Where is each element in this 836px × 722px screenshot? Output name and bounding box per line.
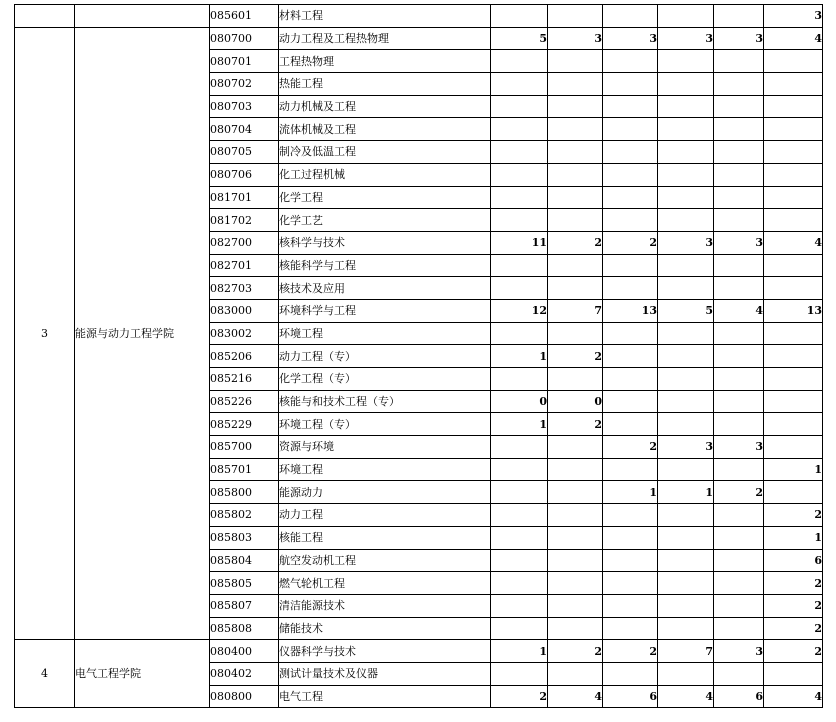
value-cell (764, 118, 823, 141)
code-cell: 080400 (210, 640, 279, 663)
value-cell (658, 118, 714, 141)
value-cell (548, 662, 603, 685)
value-cell (764, 322, 823, 345)
value-cell (548, 481, 603, 504)
code-cell: 085800 (210, 481, 279, 504)
value-cell: 1 (764, 458, 823, 481)
value-cell (714, 504, 764, 527)
value-cell: 4 (658, 685, 714, 708)
name-cell: 核科学与技术 (279, 231, 491, 254)
value-cell (491, 662, 548, 685)
code-cell: 085226 (210, 390, 279, 413)
value-cell (491, 617, 548, 640)
value-cell (764, 50, 823, 73)
code-cell: 082701 (210, 254, 279, 277)
value-cell (714, 322, 764, 345)
value-cell: 0 (548, 390, 603, 413)
code-cell: 082700 (210, 231, 279, 254)
value-cell: 4 (764, 685, 823, 708)
value-cell (714, 254, 764, 277)
value-cell: 1 (491, 413, 548, 436)
value-cell (548, 322, 603, 345)
college-cell (75, 5, 210, 28)
value-cell (714, 458, 764, 481)
name-cell: 热能工程 (279, 73, 491, 96)
code-cell: 080402 (210, 662, 279, 685)
value-cell (603, 504, 658, 527)
name-cell: 环境工程 (279, 322, 491, 345)
value-cell (548, 549, 603, 572)
value-cell (714, 186, 764, 209)
value-cell (658, 368, 714, 391)
code-cell: 080700 (210, 27, 279, 50)
code-cell: 080704 (210, 118, 279, 141)
code-cell: 085216 (210, 368, 279, 391)
value-cell (714, 368, 764, 391)
code-cell: 085601 (210, 5, 279, 28)
value-cell (491, 163, 548, 186)
value-cell: 2 (491, 685, 548, 708)
value-cell (764, 209, 823, 232)
name-cell: 动力工程及工程热物理 (279, 27, 491, 50)
name-cell: 环境工程 (279, 458, 491, 481)
value-cell: 3 (658, 27, 714, 50)
value-cell (658, 254, 714, 277)
value-cell (658, 95, 714, 118)
value-cell (658, 572, 714, 595)
table-row (15, 640, 823, 663)
value-cell (491, 50, 548, 73)
code-cell: 082703 (210, 277, 279, 300)
value-cell (491, 458, 548, 481)
value-cell (548, 163, 603, 186)
table-body (15, 5, 823, 708)
value-cell (491, 118, 548, 141)
value-cell (658, 322, 714, 345)
name-cell: 化学工艺 (279, 209, 491, 232)
value-cell (491, 95, 548, 118)
value-cell (714, 526, 764, 549)
value-cell (548, 594, 603, 617)
value-cell (548, 254, 603, 277)
name-cell: 材料工程 (279, 5, 491, 28)
value-cell (714, 163, 764, 186)
value-cell: 6 (714, 685, 764, 708)
code-cell: 081702 (210, 209, 279, 232)
value-cell: 1 (491, 640, 548, 663)
value-cell (658, 5, 714, 28)
value-cell (603, 118, 658, 141)
value-cell: 4 (548, 685, 603, 708)
value-cell: 13 (764, 299, 823, 322)
code-cell: 080702 (210, 73, 279, 96)
value-cell: 2 (603, 436, 658, 459)
code-cell: 081701 (210, 186, 279, 209)
value-cell (764, 277, 823, 300)
value-cell (548, 458, 603, 481)
value-cell (714, 549, 764, 572)
code-cell: 085206 (210, 345, 279, 368)
value-cell (603, 322, 658, 345)
value-cell (658, 504, 714, 527)
code-cell: 085808 (210, 617, 279, 640)
value-cell: 4 (764, 231, 823, 254)
value-cell (714, 617, 764, 640)
value-cell (714, 594, 764, 617)
value-cell (764, 481, 823, 504)
value-cell (714, 390, 764, 413)
value-cell (764, 368, 823, 391)
value-cell (548, 504, 603, 527)
value-cell (548, 50, 603, 73)
value-cell: 3 (714, 640, 764, 663)
value-cell (764, 186, 823, 209)
name-cell: 清洁能源技术 (279, 594, 491, 617)
name-cell: 动力工程 (279, 504, 491, 527)
value-cell: 2 (764, 572, 823, 595)
value-cell (548, 118, 603, 141)
value-cell (491, 504, 548, 527)
value-cell (714, 118, 764, 141)
value-cell (603, 549, 658, 572)
name-cell: 仪器科学与技术 (279, 640, 491, 663)
value-cell (491, 436, 548, 459)
value-cell: 1 (603, 481, 658, 504)
code-cell: 085701 (210, 458, 279, 481)
name-cell: 环境工程（专） (279, 413, 491, 436)
value-cell (491, 572, 548, 595)
value-cell (491, 481, 548, 504)
college-cell: 能源与动力工程学院 (75, 27, 210, 640)
name-cell: 制冷及低温工程 (279, 141, 491, 164)
value-cell: 4 (714, 299, 764, 322)
value-cell (658, 141, 714, 164)
value-cell (603, 209, 658, 232)
code-cell: 080706 (210, 163, 279, 186)
value-cell (714, 413, 764, 436)
code-cell: 080703 (210, 95, 279, 118)
enrollment-table (14, 4, 823, 708)
value-cell: 2 (548, 345, 603, 368)
name-cell: 动力工程（专） (279, 345, 491, 368)
value-cell (548, 526, 603, 549)
value-cell (764, 141, 823, 164)
value-cell (603, 186, 658, 209)
value-cell (603, 50, 658, 73)
value-cell (491, 254, 548, 277)
value-cell: 6 (603, 685, 658, 708)
value-cell (603, 458, 658, 481)
value-cell (714, 345, 764, 368)
name-cell: 化工过程机械 (279, 163, 491, 186)
name-cell: 资源与环境 (279, 436, 491, 459)
value-cell: 5 (491, 27, 548, 50)
value-cell (658, 662, 714, 685)
code-cell: 085229 (210, 413, 279, 436)
value-cell (603, 5, 658, 28)
value-cell (764, 345, 823, 368)
code-cell: 085802 (210, 504, 279, 527)
value-cell: 3 (764, 5, 823, 28)
value-cell: 0 (491, 390, 548, 413)
value-cell (714, 141, 764, 164)
value-cell (658, 209, 714, 232)
value-cell (548, 277, 603, 300)
value-cell: 12 (491, 299, 548, 322)
name-cell: 环境科学与工程 (279, 299, 491, 322)
value-cell (603, 254, 658, 277)
value-cell (764, 254, 823, 277)
name-cell: 航空发动机工程 (279, 549, 491, 572)
value-cell (603, 163, 658, 186)
value-cell (491, 526, 548, 549)
code-cell: 085804 (210, 549, 279, 572)
value-cell (603, 617, 658, 640)
value-cell (603, 390, 658, 413)
value-cell (491, 141, 548, 164)
value-cell (491, 5, 548, 28)
value-cell (658, 163, 714, 186)
value-cell (603, 594, 658, 617)
value-cell (658, 277, 714, 300)
value-cell (548, 141, 603, 164)
value-cell (714, 662, 764, 685)
name-cell: 核技术及应用 (279, 277, 491, 300)
name-cell: 化学工程 (279, 186, 491, 209)
code-cell: 085807 (210, 594, 279, 617)
value-cell (548, 186, 603, 209)
value-cell: 3 (714, 27, 764, 50)
value-cell: 3 (603, 27, 658, 50)
name-cell: 核能与和技术工程（专） (279, 390, 491, 413)
value-cell: 2 (548, 640, 603, 663)
value-cell (491, 322, 548, 345)
value-cell (658, 50, 714, 73)
value-cell (658, 594, 714, 617)
value-cell (603, 572, 658, 595)
value-cell: 6 (764, 549, 823, 572)
value-cell (603, 95, 658, 118)
value-cell: 3 (658, 436, 714, 459)
value-cell (714, 209, 764, 232)
value-cell (548, 73, 603, 96)
value-cell (603, 526, 658, 549)
value-cell (764, 73, 823, 96)
value-cell: 13 (603, 299, 658, 322)
name-cell: 流体机械及工程 (279, 118, 491, 141)
index-cell: 4 (15, 640, 75, 708)
code-cell: 080800 (210, 685, 279, 708)
value-cell (603, 413, 658, 436)
code-cell: 083000 (210, 299, 279, 322)
value-cell: 3 (714, 231, 764, 254)
value-cell (548, 209, 603, 232)
value-cell (764, 95, 823, 118)
code-cell: 085805 (210, 572, 279, 595)
value-cell: 2 (603, 231, 658, 254)
value-cell (658, 73, 714, 96)
value-cell: 2 (603, 640, 658, 663)
value-cell (658, 617, 714, 640)
value-cell: 2 (764, 640, 823, 663)
name-cell: 动力机械及工程 (279, 95, 491, 118)
code-cell: 085700 (210, 436, 279, 459)
value-cell: 3 (658, 231, 714, 254)
value-cell: 7 (548, 299, 603, 322)
value-cell (491, 277, 548, 300)
value-cell (548, 436, 603, 459)
value-cell (714, 5, 764, 28)
value-cell: 2 (764, 594, 823, 617)
value-cell (548, 617, 603, 640)
value-cell (658, 526, 714, 549)
name-cell: 核能科学与工程 (279, 254, 491, 277)
table-row (15, 5, 823, 28)
value-cell (714, 73, 764, 96)
value-cell (603, 345, 658, 368)
code-cell: 080705 (210, 141, 279, 164)
value-cell: 1 (658, 481, 714, 504)
value-cell (491, 368, 548, 391)
value-cell (491, 186, 548, 209)
college-cell: 电气工程学院 (75, 640, 210, 708)
value-cell: 11 (491, 231, 548, 254)
table-row (15, 27, 823, 50)
value-cell: 2 (548, 231, 603, 254)
name-cell: 核能工程 (279, 526, 491, 549)
value-cell: 7 (658, 640, 714, 663)
code-cell: 085803 (210, 526, 279, 549)
value-cell (491, 549, 548, 572)
value-cell (548, 572, 603, 595)
value-cell (603, 277, 658, 300)
value-cell: 2 (714, 481, 764, 504)
value-cell (658, 458, 714, 481)
value-cell: 5 (658, 299, 714, 322)
value-cell (764, 163, 823, 186)
value-cell (603, 662, 658, 685)
name-cell: 燃气轮机工程 (279, 572, 491, 595)
value-cell: 3 (714, 436, 764, 459)
value-cell (603, 368, 658, 391)
value-cell (491, 209, 548, 232)
value-cell (714, 572, 764, 595)
value-cell: 2 (764, 617, 823, 640)
value-cell (764, 390, 823, 413)
value-cell (658, 345, 714, 368)
name-cell: 测试计量技术及仪器 (279, 662, 491, 685)
index-cell (15, 5, 75, 28)
value-cell (714, 95, 764, 118)
name-cell: 电气工程 (279, 685, 491, 708)
value-cell (491, 594, 548, 617)
value-cell (658, 413, 714, 436)
index-cell: 3 (15, 27, 75, 640)
value-cell (658, 186, 714, 209)
code-cell: 080701 (210, 50, 279, 73)
code-cell: 083002 (210, 322, 279, 345)
value-cell (764, 413, 823, 436)
value-cell: 4 (764, 27, 823, 50)
value-cell (548, 95, 603, 118)
value-cell: 2 (548, 413, 603, 436)
name-cell: 储能技术 (279, 617, 491, 640)
value-cell (658, 390, 714, 413)
value-cell (764, 662, 823, 685)
value-cell (658, 549, 714, 572)
value-cell: 1 (764, 526, 823, 549)
name-cell: 化学工程（专） (279, 368, 491, 391)
name-cell: 工程热物理 (279, 50, 491, 73)
value-cell: 3 (548, 27, 603, 50)
value-cell (714, 50, 764, 73)
value-cell (548, 368, 603, 391)
value-cell (548, 5, 603, 28)
value-cell (491, 73, 548, 96)
value-cell (714, 277, 764, 300)
value-cell (764, 436, 823, 459)
value-cell (603, 73, 658, 96)
value-cell (603, 141, 658, 164)
name-cell: 能源动力 (279, 481, 491, 504)
value-cell: 2 (764, 504, 823, 527)
value-cell: 1 (491, 345, 548, 368)
